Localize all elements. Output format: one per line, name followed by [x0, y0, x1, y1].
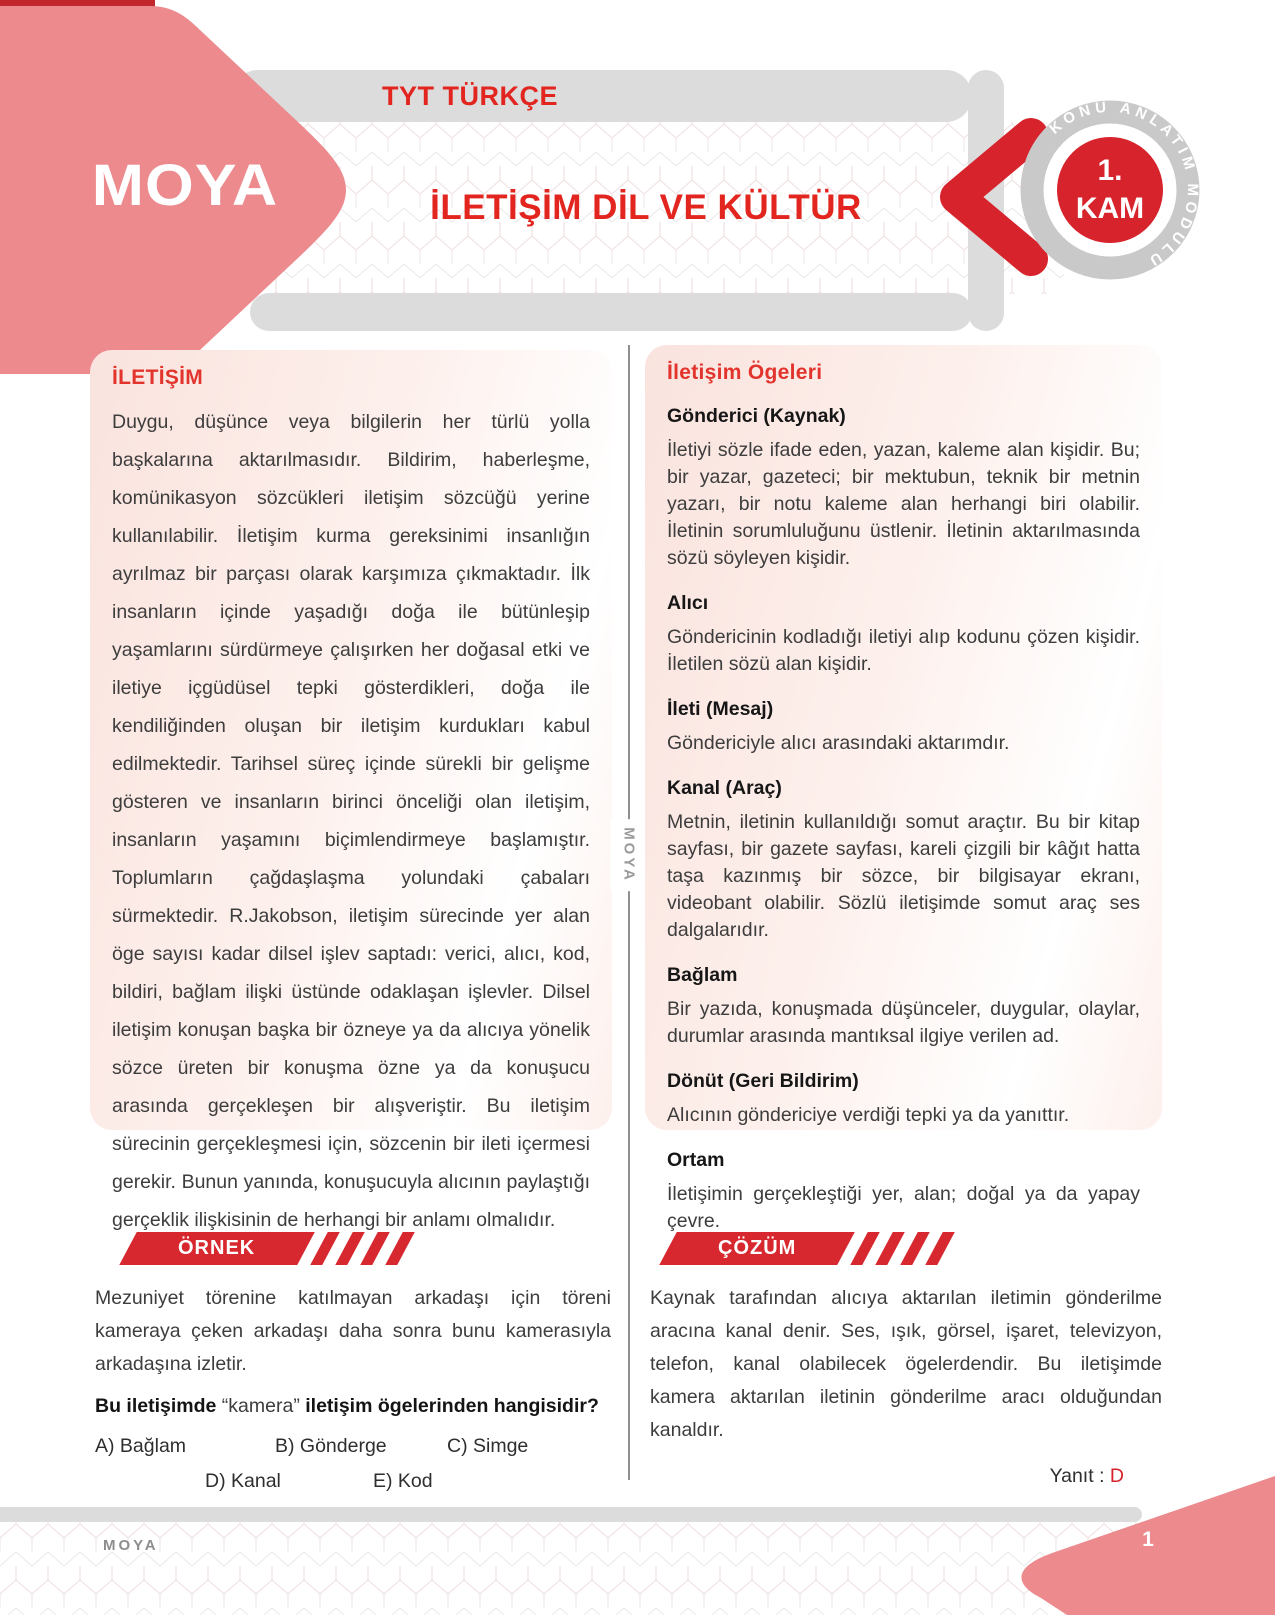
- section-body: Bir yazıda, konuşmada düşünceler, duygular, olaylar, durumlar arasında mantıksal ilgiye verilen ad.: [667, 998, 1140, 1047]
- section-body: İletiyi sözle ifade eden, yazan, kaleme alan kişidir. Bu; bir yazar, gazeteci; bir mektubun, teknik bir metnin yazarı, bir notu kaleme alan herhangi biri olabilir. İletinin sorumluluğunu üstlenir. İletinin aktarılmasında sözü söyleyen kişidir.: [667, 439, 1140, 569]
- example-question: Bu iletişimde “kamera” iletişim ögelerinden hangisidir?: [95, 1395, 599, 1417]
- cozum-banner-body: [659, 1232, 855, 1265]
- cozum-banner-label: ÇÖZÜM: [717, 1237, 797, 1259]
- example-block: [95, 1282, 611, 1493]
- banner-stripe: [925, 1232, 955, 1265]
- section-title: Ortam: [667, 1149, 725, 1171]
- section-title: Kanal (Araç): [667, 777, 782, 799]
- badge-label: KAM: [1075, 192, 1145, 225]
- section-body: Metnin, iletinin kullanıldığı somut araçtır. Bu bir kitap sayfası, bir gazete sayfası, kareli çizgili bir kâğıt hatta taşa kazınmış bir sözce, bir bilgisayar ekranı, videobant olabilir. Sözlü iletişimde somut araç ses dalgalarıdır.: [667, 811, 1140, 941]
- option-a: A) Bağlam: [95, 1435, 187, 1457]
- badge-ring-text: KONU ANLATIM MODÜLÜ: [1046, 98, 1202, 272]
- left-paragraph: Duygu, düşünce veya bilgilerin her türlü yolla başkalarına aktarılmasıdır. Bildirim, haberleşme, komünikasyon sözcükleri iletişim sözcüğü yerine kullanılabilir. İletişim kurma gereksinimi insanlığın ayrılmaz bir parçası olarak karşımıza çıkmaktadır. İlk insanların içinde yaşadığı doğa ile bütünleşip yaşamlarını sürdürmeye çalışırken her doğasal etki ve iletiye içgüdüsel tepki gösterdikleri, doğa ile kendiliğinden oluşan bir iletişim kurdukları kabul edilmektedir. Tarihsel süreç içinde sürekli bir gelişme gösteren ve insanların birinci önceliği olan iletişim, insanların yaşamını biçimlendirmeye başlamıştır. Toplumların çağdaşlaşma yolundaki çabaları sürmektedir. R.Jakobson, iletişim sürecinde yer alan öge sayısı kadar dilsel işlev saptadı: verici, alıcı, kod, bildiri, bağlam ilişki üstünde odaklaşan işlevler. Dilsel iletişim konuşan başka bir özneye ya da alıcıya yönelik sözce üreten bir konuşma özne ya da konuşucu arasında gerçekleşen bir alışveriştir. Bu iletişim sürecinin gerçekleşmesi için, sözcenin bir ileti içermesi gerekir. Bunun yanında, konuşucuyla alıcının paylaştığı gerçeklik ilişkisinin de herhangi bir anlamı olmalıdır.: [112, 411, 590, 1231]
- option-c: C) Simge: [447, 1435, 529, 1457]
- solution-body: Kaynak tarafından alıcıya aktarılan iletimin gönderilme aracına kanal denir. Ses, ışık, görsel, işaret, televizyon, telefon, kanal olabilecek ögelerdendir. Bu iletişimde kamera aktarılan iletinin gönderilme aracı olduğundan kanaldır.: [650, 1287, 1162, 1441]
- options-row: [95, 1435, 611, 1458]
- answer-label: Yanıt :: [1049, 1465, 1105, 1487]
- banner-stripe: [900, 1232, 930, 1265]
- option-d: D) Kanal: [205, 1470, 281, 1492]
- banner-stripe: [875, 1232, 905, 1265]
- ornek-banner-label: ÖRNEK: [178, 1237, 256, 1259]
- right-content-box: [645, 345, 1162, 1232]
- page-number: 1: [1142, 1528, 1154, 1551]
- section-title: Gönderici (Kaynak): [667, 405, 846, 427]
- module-badge: [1000, 80, 1220, 300]
- ornek-banner: [128, 1232, 406, 1265]
- column-divider: [628, 345, 630, 1480]
- section-body: İletişimin gerçekleştiği yer, alan; doğal ya da yapay çevre.: [667, 1183, 1140, 1232]
- section-title: Alıcı: [667, 592, 709, 614]
- option-e: E) Kod: [373, 1470, 433, 1492]
- section-body: Alıcının göndericiye verdiği tepki ya da yanıttır.: [667, 1104, 1070, 1126]
- options-row: [95, 1470, 611, 1493]
- unit-title: İLETİŞİM DİL VE KÜLTÜR: [430, 188, 862, 227]
- banner-stripe: [850, 1232, 880, 1265]
- answer-value: D: [1109, 1465, 1124, 1487]
- section-title: Dönüt (Geri Bildirim): [667, 1070, 859, 1092]
- banner-stripe: [360, 1232, 390, 1265]
- option-b: B) Gönderge: [275, 1435, 387, 1457]
- badge-number: 1.: [1097, 154, 1123, 187]
- footer-gray-bar: [0, 1507, 1142, 1522]
- left-content-box: [90, 350, 612, 1231]
- divider-brand-label: MOYA: [611, 819, 648, 891]
- left-heading: İLETİŞİM: [112, 366, 204, 389]
- banner-stripe: [385, 1232, 415, 1265]
- footer-brand: MOYA: [103, 1537, 159, 1554]
- ornek-banner-body: [119, 1232, 315, 1265]
- section-title: Bağlam: [667, 964, 738, 986]
- section-body: Göndericiyle alıcı arasındaki aktarımdır.: [667, 732, 1010, 754]
- banner-stripe: [335, 1232, 365, 1265]
- solution-block: [650, 1282, 1162, 1488]
- moya-logo: MOYA: [91, 153, 279, 218]
- cozum-banner: [668, 1232, 946, 1265]
- example-intro: Mezuniyet törenine katılmayan arkadaşı için töreni kameraya çeken arkadaşı daha sonra bunu kamerasıyla arkadaşına izletir.: [95, 1287, 611, 1375]
- section-body: Göndericinin kodladığı iletiyi alıp kodunu çözen kişidir. İletilen sözü alan kişidir.: [667, 626, 1140, 675]
- banner-stripe: [310, 1232, 340, 1265]
- course-label: TYT TÜRKÇE: [382, 80, 558, 111]
- quoted-word: “kamera”: [221, 1395, 300, 1417]
- right-heading: İletişim Ögeleri: [667, 361, 823, 384]
- section-title: İleti (Mesaj): [667, 698, 774, 720]
